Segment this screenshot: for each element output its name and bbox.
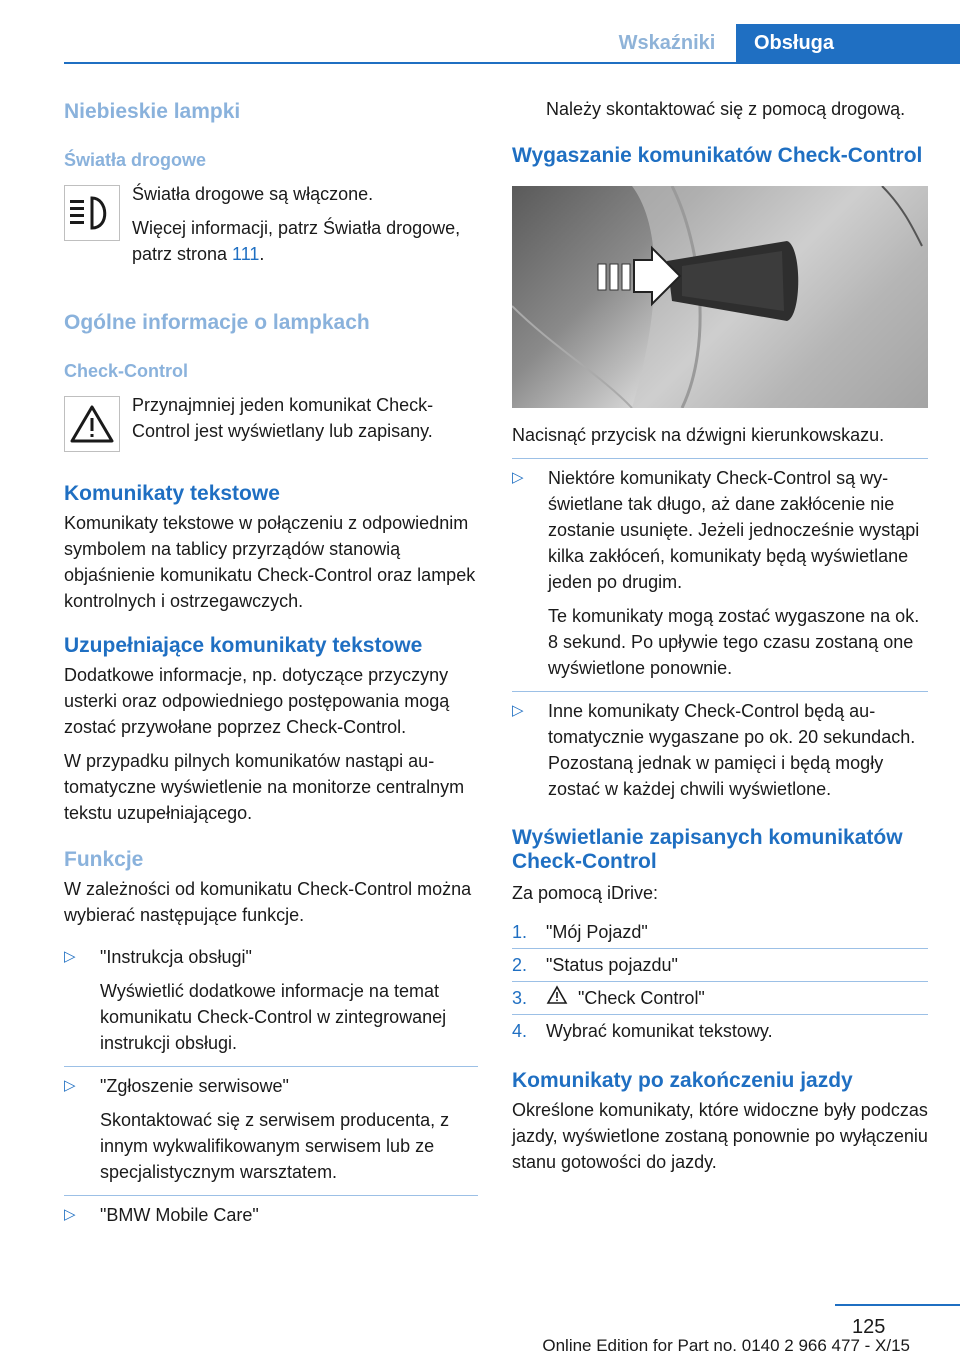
list-item [512, 459, 928, 692]
list-item-text: Wyświetlić dodatkowe informacje na temat komunikatu Check-Control w zintegrowanej instrukcji obsługi. [100, 981, 447, 1053]
list-item [512, 949, 928, 982]
po-zakonczeniu-text: Określone komunikaty, które widoczne były podczas jazdy, wyświetlone zostaną ponownie po wyłączeniu stanu gotowości do jazdy. [512, 1100, 928, 1172]
header-rule [64, 62, 960, 64]
wygaszanie-list [512, 458, 928, 812]
funkcje-text: W zależności od komunikatu Check-Control można wybierać następujące funkcje. [64, 879, 472, 925]
triangle-bullet-icon: ▷ [64, 1077, 76, 1094]
step-number: 1. [512, 922, 528, 942]
section-title-komunikaty-tekstowe: Komunikaty tekstowe [64, 482, 280, 505]
step-text[interactable]: "Mój Pojazd" [546, 922, 648, 942]
list-item-text: Skontaktować się z serwisem producenta, z innym wykwalifikowanym serwisem lub ze specjalistycznym warsztatem. [100, 1110, 450, 1182]
section-title-funkcje: Funkcje [64, 848, 144, 871]
list-item [64, 1067, 478, 1196]
list-item [64, 938, 478, 1067]
triangle-bullet-icon: ▷ [64, 1206, 76, 1223]
high-beam-icon [64, 185, 120, 241]
step-number: 2. [512, 955, 528, 975]
subsection-swiatla-drogowe: Światła drogowe [64, 150, 207, 170]
step-number: 3. [512, 988, 528, 1008]
image-caption: Nacisnąć przycisk na dźwigni kierunkowskazu. [512, 425, 885, 445]
section-title-uzupelniajace: Uzupełniające komunikaty tekstowe [64, 634, 423, 657]
list-item-text: Te komunikaty mogą zostać wygaszone na ok. 8 sekund. Po upływie tego czasu zostaną one wyświetlone ponownie. [548, 606, 920, 678]
section-title-wygaszanie: Wygaszanie komunikatów Check-Control [512, 144, 923, 167]
turn-signal-lever-image [512, 186, 928, 408]
footer-rule [835, 1304, 960, 1306]
section-title-ogolne: Ogólne informacje o lampkach [64, 311, 370, 334]
page-link-111[interactable]: 111 [232, 244, 260, 264]
triangle-bullet-icon: ▷ [64, 948, 76, 965]
section-title-po-zakonczeniu: Komunikaty po zakończeniu jazdy [512, 1069, 853, 1092]
triangle-bullet-icon: ▷ [512, 702, 524, 719]
uzupelniajace-text-1: Dodatkowe informacje, np. dotyczące przyczyny usterki oraz odpowiedniego postępowania mogą zostać przywołane poprzez Check-Control. [64, 665, 450, 737]
tab-obsluga[interactable]: Obsługa [736, 24, 960, 62]
section-title-niebieskie: Niebieskie lampki [64, 100, 241, 123]
high-beam-row [64, 181, 478, 267]
check-control-text [132, 392, 478, 452]
list-item-title[interactable]: "Zgłoszenie serwisowe" [100, 1076, 289, 1096]
step-text[interactable]: "Status pojazdu" [546, 955, 678, 975]
list-item [512, 692, 928, 812]
high-beam-text [132, 181, 478, 267]
uzupelniajace-text-2: W przypadku pilnych komunikatów nastąpi automatyczne wyświetlenie na monitorze centralnym tekstu uzupełniającego. [64, 751, 465, 823]
tab-wskazniki[interactable]: Wskaźniki [618, 31, 716, 54]
check-control-desc: Przynajmniej jeden komunikat Check-Control jest wyświetlany lub zapisany. [132, 395, 434, 441]
page-number: 125 [852, 1316, 886, 1338]
list-item [64, 1196, 478, 1238]
check-control-row [64, 392, 478, 452]
funkcje-list [64, 938, 478, 1238]
list-item-text: Niektóre komunikaty Check-Control są wyświetlane tak długo, aż dane zakłócenie nie zostanie usunięte. Jeżeli jednocześnie wystąpi kilka zakłóceń, komunikaty będą wyświetlane jeden po drugim. [548, 468, 920, 592]
step-text[interactable]: "Check Control" [578, 988, 705, 1008]
komunikaty-tekstowe-text: Komunikaty tekstowe w połączeniu z odpowiednim symbolem na tablicy przyrządów stanowią objaśnienie komunikatu Check-Control oraz lampek kontrolnych i ostrzegawczych. [64, 513, 476, 611]
right-column [512, 96, 928, 1175]
subsection-check-control: Check-Control [64, 361, 189, 381]
warning-triangle-icon [64, 396, 120, 452]
pomoc-drogowa-text: Należy skontaktować się z pomocą drogową. [546, 99, 906, 119]
list-item [512, 982, 928, 1015]
section-title-wyswietlanie: Wyświetlanie zapisanych komunikatów Check-Control [512, 826, 903, 873]
steps-list [512, 916, 928, 1047]
list-item-title[interactable]: "Instrukcja obsługi" [100, 947, 252, 967]
triangle-bullet-icon: ▷ [512, 469, 524, 486]
list-item-title[interactable]: "BMW Mobile Care" [100, 1205, 259, 1225]
list-item [512, 1015, 928, 1047]
step-number: 4. [512, 1021, 528, 1041]
idrive-text: Za pomocą iDrive: [512, 883, 659, 903]
list-item-text: Inne komunikaty Check-Control będą automatycznie wygaszane po ok. 20 sekundach. Pozostaną jednak w pamięci i będą mogły zostać w każdej chwili wyświetlone. [548, 701, 916, 799]
left-column [64, 100, 478, 1238]
warning-triangle-icon [546, 985, 572, 1011]
list-item [512, 916, 928, 949]
step-text: Wybrać komunikat tekstowy. [546, 1021, 773, 1041]
high-beam-status: Światła drogowe są włączone. [132, 184, 374, 204]
edition-line: Online Edition for Part no. 0140 2 966 477 - X/15 [542, 1336, 910, 1355]
high-beam-more: Więcej informacji, patrz Światła drogowe, patrz strona 111. [132, 218, 461, 264]
